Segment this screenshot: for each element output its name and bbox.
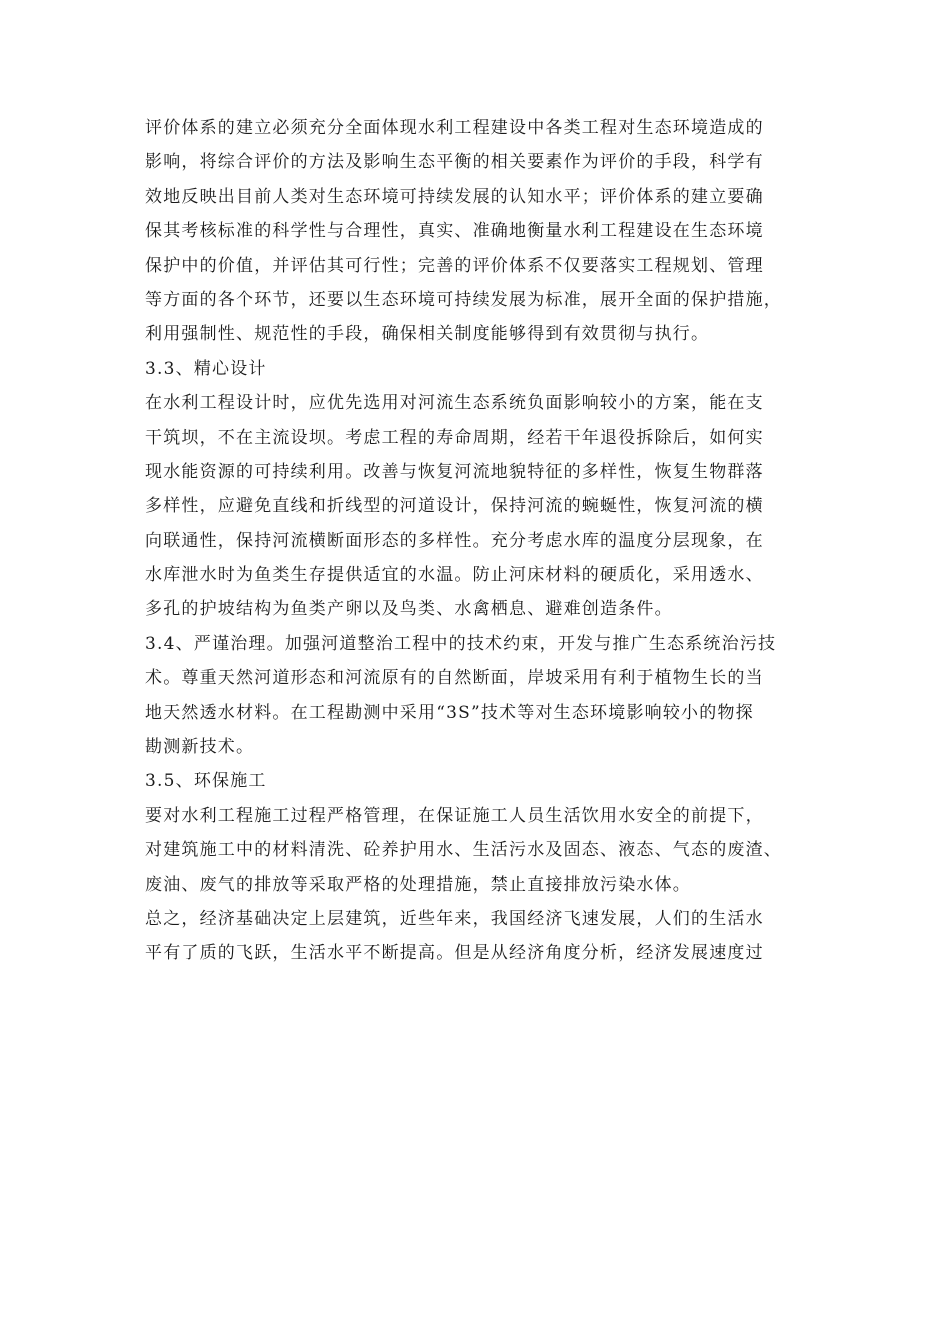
document-body bbox=[145, 111, 810, 971]
text-line-5: 保护中的价值，并评估其可行性；完善的评价体系不仅要落实工程规划、管理 bbox=[145, 255, 764, 276]
text-line-7: 利用强制性、规范性的手段，确保相关制度能够得到有效贯彻与执行。 bbox=[145, 324, 710, 345]
text-line-10: 干筑坝，不在主流设坝。考虑工程的寿命周期，经若干年退役拆除后，如何实 bbox=[145, 427, 764, 448]
text-line-11: 现水能资源的可持续利用。改善与恢复河流地貌特征的多样性，恢复生物群落 bbox=[145, 461, 764, 482]
text-line-3: 效地反映出目前人类对生态环境可持续发展的认知水平；评价体系的建立要确 bbox=[145, 186, 764, 207]
section-3-4-line-1: 3.4、严谨治理。加强河道整治工程中的技术约束，开发与推广生态系统治污技 bbox=[145, 633, 777, 654]
text-line-2: 影响，将综合评价的方法及影响生态平衡的相关要素作为评价的手段，科学有 bbox=[145, 152, 764, 173]
text-line-4: 保其考核标准的科学性与合理性，真实、准确地衡量水利工程建设在生态环境 bbox=[145, 221, 764, 242]
text-line-24: 总之，经济基础决定上层建筑，近些年来，我国经济飞速发展，人们的生活水 bbox=[145, 908, 764, 929]
text-line-6: 等方面的各个环节，还要以生态环境可持续发展为标准，展开全面的保护措施， bbox=[145, 289, 782, 310]
section-heading-3-5: 3.5、环保施工 bbox=[145, 771, 267, 792]
text-line-25: 平有了质的飞跃，生活水平不断提高。但是从经济角度分析，经济发展速度过 bbox=[145, 943, 764, 964]
text-line-19: 勘测新技术。 bbox=[145, 737, 255, 758]
text-line-17: 术。尊重天然河道形态和河流原有的自然断面，岸坡采用有利于植物生长的当 bbox=[145, 668, 764, 689]
text-line-14: 水库泄水时为鱼类生存提供适宜的水温。防止河床材料的硬质化，采用透水、 bbox=[145, 565, 764, 586]
text-line-1: 评价体系的建立必须充分全面体现水利工程建设中各类工程对生态环境造成的 bbox=[145, 118, 764, 138]
text-line-13: 向联通性，保持河流横断面形态的多样性。充分考虑水库的温度分层现象，在 bbox=[145, 530, 764, 551]
text-line-9: 在水利工程设计时，应优先选用对河流生态系统负面影响较小的方案，能在支 bbox=[145, 393, 764, 414]
text-line-23: 废油、废气的排放等采取严格的处理措施，禁止直接排放污染水体。 bbox=[145, 874, 691, 895]
text-line-21: 要对水利工程施工过程严格管理，在保证施工人员生活饮用水安全的前提下， bbox=[145, 805, 764, 826]
section-heading-3-3: 3.3、精心设计 bbox=[145, 358, 267, 379]
text-line-18: 地天然透水材料。在工程勘测中采用“3S”技术等对生态环境影响较小的物探 bbox=[145, 702, 754, 723]
text-line-22: 对建筑施工中的材料清洗、砼养护用水、生活污水及固态、液态、气态的废渣、 bbox=[145, 840, 782, 861]
text-line-15: 多孔的护坡结构为鱼类产卵以及鸟类、水禽栖息、避难创造条件。 bbox=[145, 599, 673, 620]
text-line-12: 多样性，应避免直线和折线型的河道设计，保持河流的蜿蜒性，恢复河流的横 bbox=[145, 496, 764, 517]
